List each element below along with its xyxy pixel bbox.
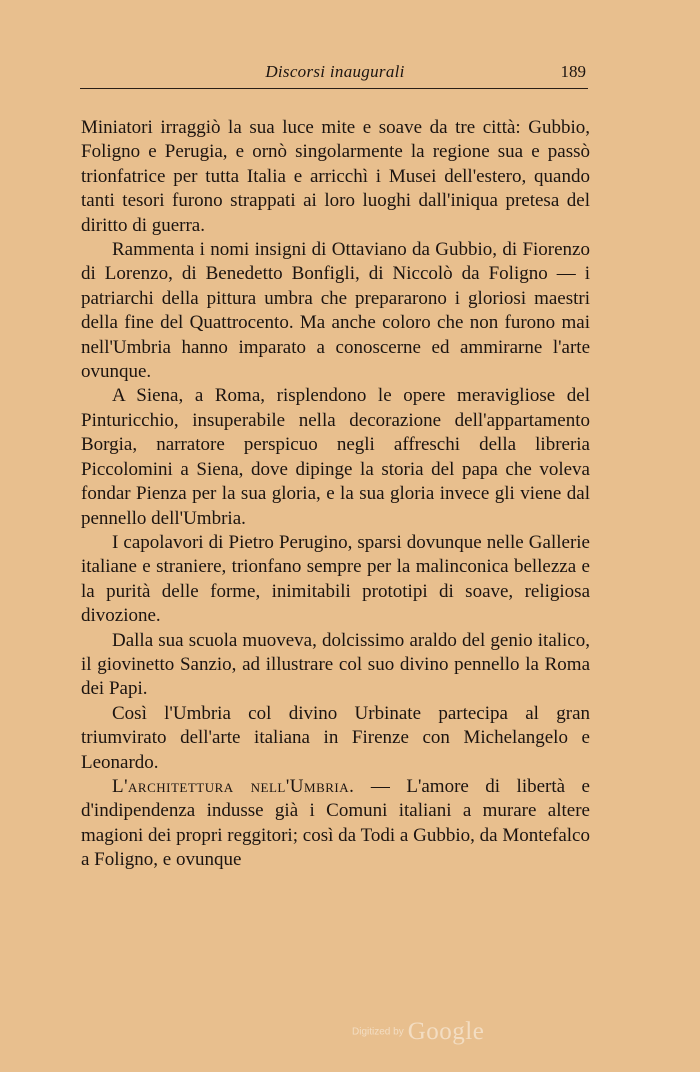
page-number: 189 <box>560 62 586 81</box>
running-head <box>80 62 590 88</box>
paragraph-7 <box>81 775 590 873</box>
paragraph-1: Miniatori irraggiò la sua luce mite e soave da tre città: Gubbio, Foligno e Perugia, e ornò singolarmente la regione sua e passò trionfatrice per tutta Italia e arricchì i Musei dell'estero, quando tanti tesori furono strappati ai loro luoghi dall'iniqua pretesa del diritto di guerra. <box>81 117 590 236</box>
google-logo: Google <box>407 1018 485 1045</box>
running-title: Discorsi inaugurali <box>265 62 405 81</box>
watermark-prefix: Digitized by <box>352 1026 404 1038</box>
body-text <box>81 116 590 873</box>
digitized-watermark <box>352 1018 484 1048</box>
paragraph-6: Così l'Umbria col divino Urbinate partecipa al gran triumvirato dell'arte italiana in Firenze con Michelangelo e Leonardo. <box>81 702 590 773</box>
paragraph-4: I capolavori di Pietro Perugino, sparsi dovunque nelle Gallerie italiane e straniere, trionfano sempre per la malinconica bellezza e la purità delle forme, inimitabili prototipi di soave, religiosa divozione. <box>81 531 590 627</box>
paragraph-3: A Siena, a Roma, risplendono le opere meravigliose del Pinturicchio, insuperabile nella decorazione dell'appartamento Borgia, narratore perspicuo negli affreschi della libreria Piccolomini a Siena, dove dipinge la storia del papa che voleva fondar Pienza per la sua gloria, e la sua gloria invece gli viene dal pennello dell'Umbria. <box>81 385 590 529</box>
paragraph-2: Rammenta i nomi insigni di Ottaviano da Gubbio, di Fiorenzo di Lorenzo, di Benedetto Bonfigli, di Niccolò da Foligno — i patriarchi della pittura umbra che prepararono i gloriosi maestri della fine del Quattrocento. Ma anche coloro che non furono mai nell'Umbria hanno imparato a conoscerne ed ammirarne l'arte ovunque. <box>81 239 590 383</box>
paragraph-7-text: — L'amore di libertà e d'indipendenza indusse già i Comuni italiani a murare altere magioni dei propri reggitori; così da Todi a Gubbio, da Montefalco a Foligno, e ovunque <box>81 775 590 871</box>
header-rule <box>80 88 588 89</box>
section-heading: L'architettura nell'Umbria. <box>112 775 355 797</box>
paragraph-5: Dalla sua scuola muoveva, dolcissimo araldo del genio italico, il giovinetto Sanzio, ad illustrare col suo divino pennello la Roma dei Papi. <box>81 629 590 700</box>
